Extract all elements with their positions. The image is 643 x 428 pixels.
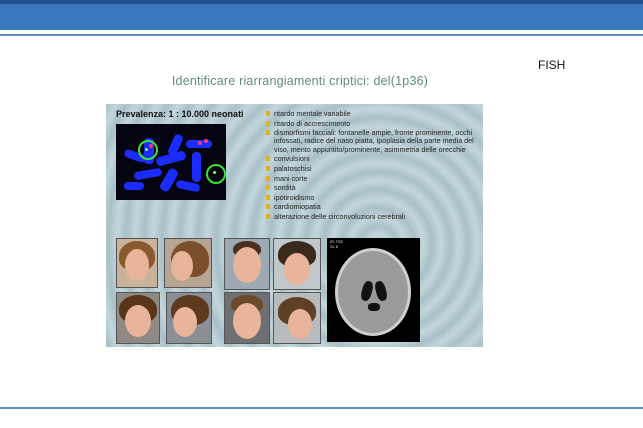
- prevalence-label: Prevalenza: 1 : 10.000 neonati: [116, 109, 244, 119]
- patient-photo: [116, 238, 158, 288]
- patient-photo: [164, 238, 212, 288]
- patient-photo: [224, 238, 270, 290]
- bullet-icon: [266, 166, 270, 171]
- footer-rule: [0, 407, 643, 409]
- bullet-icon: [266, 185, 270, 190]
- list-item: convulsioni: [266, 155, 478, 163]
- bullet-icon: [266, 111, 270, 116]
- patient-photo: [273, 238, 321, 290]
- list-item: ritardo di accrescimento: [266, 120, 478, 128]
- corner-label: FISH: [538, 58, 566, 72]
- patient-photo: [224, 292, 270, 344]
- list-item: palatoschisi: [266, 165, 478, 173]
- list-item: alterazione delle circonvoluzioni cerebrali: [266, 213, 478, 221]
- bullet-icon: [266, 176, 270, 181]
- list-item: ritardo mentale variabile: [266, 110, 478, 118]
- bullet-icon: [266, 130, 270, 135]
- list-item: cardiomiopatia: [266, 203, 478, 211]
- fish-chromosome-image: [116, 124, 226, 200]
- patient-photo: [166, 292, 212, 344]
- bullet-icon: [266, 156, 270, 161]
- brain-mri-image: [327, 238, 420, 342]
- bullet-icon: [266, 204, 270, 209]
- list-item: mani corte: [266, 175, 478, 183]
- mri-label: IR-TSE SL 6: [330, 239, 344, 249]
- list-item: dismorfismi facciali: fontanelle ampie, fronte prominente, occhi infossati, radice del naso piatta, ipoplasia della parte media del viso, mento appuntito/prominente, asimmetria delle orecchie: [266, 129, 478, 154]
- clinical-features-list: [266, 110, 478, 223]
- header-rule: [0, 34, 643, 36]
- patient-photo: [273, 292, 321, 344]
- highlight-circle: [206, 164, 226, 184]
- bullet-icon: [266, 195, 270, 200]
- highlight-circle: [138, 140, 158, 160]
- slide-image: [106, 104, 483, 347]
- bullet-icon: [266, 214, 270, 219]
- page-title: Identificare riarrangiamenti criptici: del(1p36): [171, 74, 429, 88]
- list-item: sordità: [266, 184, 478, 192]
- bullet-icon: [266, 121, 270, 126]
- patient-photo: [116, 292, 160, 344]
- header-bar: [0, 0, 643, 30]
- list-item: ipotiroidismo: [266, 194, 478, 202]
